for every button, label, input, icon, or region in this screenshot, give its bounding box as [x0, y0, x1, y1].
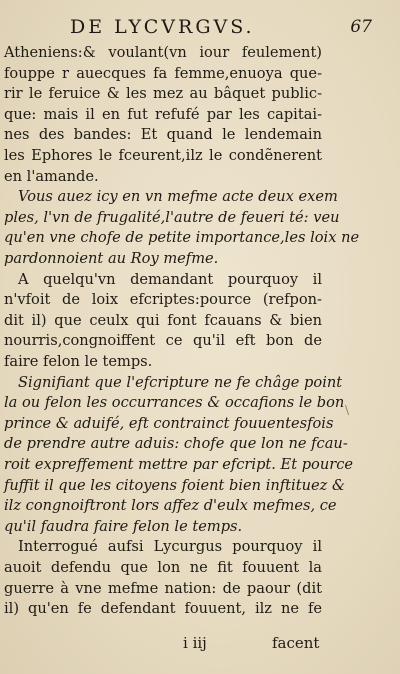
text-line: n'vfoit de loix efcriptes:pource (refpon-	[4, 291, 322, 309]
text-line: prince & aduifé, eft contrainct fouuentesfois	[4, 414, 334, 432]
text-line: ples, l'vn de frugalité,l'autre de feueri té: veu	[4, 208, 340, 226]
text-line: nourris,congnoiffent ce qu'il eft bon de	[4, 332, 322, 350]
text-line: fouppe r auecques fa femme,enuoya que-	[4, 64, 322, 82]
text-line: pardonnoient au Roy mefme.	[4, 250, 219, 267]
page-header	[70, 16, 372, 38]
text-line: de prendre autre aduis: chofe que lon ne fcau-	[4, 435, 348, 453]
text-line: A quelqu'vn demandant pourquoy il	[18, 270, 322, 288]
text-line: qu'en vne chofe de petite importance,les loix ne	[4, 229, 360, 247]
text-line: faire felon le temps.	[4, 353, 153, 370]
signature-mark: i iij	[183, 634, 207, 652]
text-line: en l'amande.	[4, 167, 99, 185]
text-line: guerre à vne mefme nation: de paour (dit	[4, 579, 322, 597]
text-line: ilz congnoiftront lors affez d'eulx mefmes, ce	[4, 497, 337, 515]
page-footer	[0, 634, 400, 654]
margin-mark: \	[345, 403, 350, 417]
text-line: nes des bandes: Et quand le lendemain	[4, 126, 322, 144]
text-line: les Ephores le fceurent,ilz le condẽnerent	[4, 147, 322, 164]
page-number: 67	[350, 17, 372, 37]
text-line: fuffit il que les citoyens foient bien inftituez &	[4, 476, 345, 494]
text-line: il) qu'en fe defendant fouuent, ilz ne fe	[4, 600, 322, 618]
text-line: Atheniens:& voulant(vn iour feulement)	[4, 44, 322, 61]
text-line: dit il) que ceulx qui font fcauans & bien	[4, 311, 322, 329]
text-line: Signifiant que l'efcripture ne fe châge point	[18, 373, 343, 391]
text-line: Vous auez icy en vn mefme acte deux exem	[18, 188, 338, 206]
catchword: facent	[272, 634, 320, 652]
text-line: que: mais il en fut refufé par les capitai-	[4, 105, 322, 123]
running-title: DE LYCVRGVS.	[70, 16, 255, 38]
text-line: rir le feruice & les mez au bâquet public-	[4, 85, 322, 103]
text-line: roit expreffement mettre par efcript. Et pource	[4, 456, 354, 473]
text-line: Interrogué aufsi Lycurgus pourquoy il	[18, 538, 322, 556]
text-line: auoit defendu que lon ne fit fouuent la	[4, 559, 322, 576]
text-line: la ou felon les occurrances & occafions le bon	[4, 394, 345, 412]
text-line: qu'il faudra faire felon le temps.	[4, 517, 243, 535]
